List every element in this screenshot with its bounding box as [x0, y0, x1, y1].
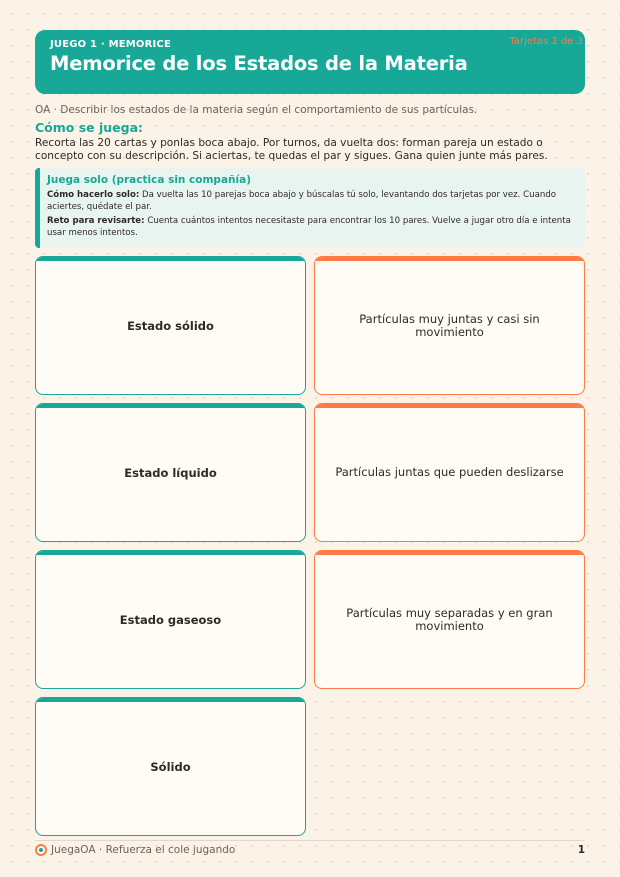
description-card [314, 403, 585, 542]
solo-how-text: Da vuelta las 10 parejas boca abajo y búscalas tú solo, levantando dos tarjetas por vez. Cuando aciertes, quédate el par. [47, 190, 557, 212]
card-page-count: Tarjetas 1 de 3 [509, 36, 583, 47]
concept-card [35, 256, 306, 395]
concept-card-text: Estado sólido [127, 318, 214, 333]
concept-card-text: Sólido [150, 759, 191, 774]
brand-logo-icon [35, 844, 47, 856]
solo-how-paragraph [47, 189, 575, 213]
concept-card-text: Estado líquido [124, 465, 217, 480]
solo-challenge-paragraph [47, 215, 575, 239]
description-card-text: Partículas muy separadas y en gran movimiento [346, 605, 553, 633]
description-card-text: Partículas muy juntas y casi sin movimiento [359, 311, 540, 339]
learning-objective: OA · Describir los estados de la materia según el comportamiento de sus partículas. [35, 104, 478, 116]
concept-card-text: Estado gaseoso [119, 612, 222, 627]
description-card-text: Partículas juntas que pueden deslizarse [335, 465, 564, 479]
footer-brand: JuegaOA · Refuerza el cole jugando [51, 844, 236, 856]
solo-play-box [35, 168, 585, 248]
solo-play-title: Juega solo (practica sin compañía) [47, 174, 251, 186]
footer-divider [35, 840, 585, 841]
page-title: Memorice de los Estados de la Materia [50, 52, 468, 75]
description-card [314, 550, 585, 689]
page-number: 1 [577, 844, 585, 856]
concept-card [35, 697, 306, 836]
game-kicker: JUEGO 1 · MEMORICE [50, 39, 172, 50]
footer [35, 844, 585, 858]
header-banner [35, 30, 585, 94]
description-card [314, 256, 585, 395]
how-to-play-text: Recorta las 20 cartas y ponlas boca abajo. Por turnos, da vuelta dos: forman pareja un estado o concepto con su descripción. Si aciertas, te quedas el par y sigues. Gana quien junte más pares. [35, 137, 548, 162]
concept-card [35, 403, 306, 542]
how-to-play-title: Cómo se juega: [35, 120, 144, 135]
concept-card [35, 550, 306, 689]
solo-challenge-label: Reto para revisarte: [47, 216, 145, 226]
solo-challenge-text: Cuenta cuántos intentos necesitaste para encontrar los 10 pares. Vuelve a jugar otro día e intenta usar menos intentos. [47, 216, 571, 238]
solo-how-label: Cómo hacerlo solo: [47, 190, 140, 200]
